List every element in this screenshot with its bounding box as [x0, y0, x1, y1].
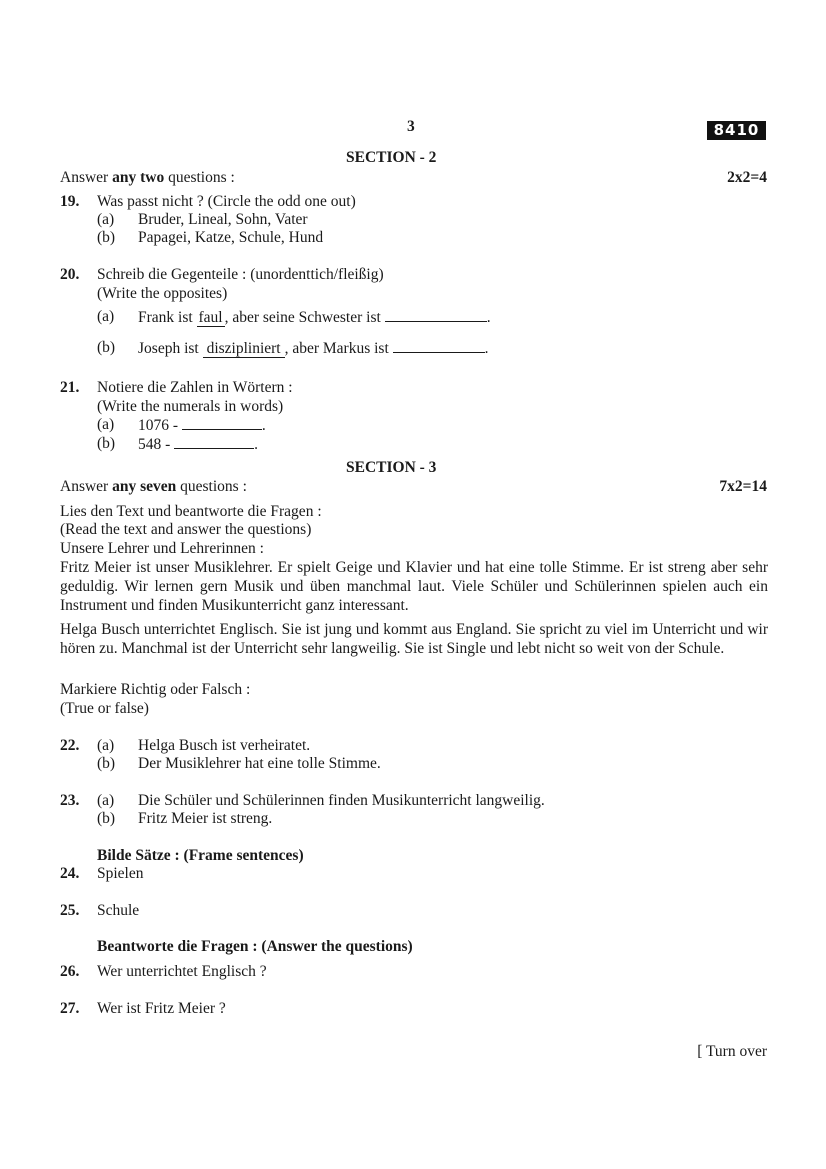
- fill-in-sentence: Frank ist faul , aber seine Schwester ist .: [138, 309, 491, 326]
- option-label: (b): [97, 339, 116, 356]
- question-number: 24.: [60, 865, 80, 882]
- question-subtext: (Write the opposites): [97, 285, 228, 302]
- section-3-instruction: Answer any seven questions :: [60, 478, 247, 495]
- passage-title: Unsere Lehrer und Lehrerinnen :: [60, 540, 264, 557]
- frame-sentences-heading: Bilde Sätze : (Frame sentences): [97, 847, 304, 864]
- question-number: 21.: [60, 379, 80, 396]
- question-number: 23.: [60, 792, 80, 809]
- option-label: (a): [97, 737, 115, 754]
- question-number: 25.: [60, 902, 80, 919]
- fill-in-line: 548 - .: [138, 436, 259, 453]
- question-number: 22.: [60, 737, 80, 754]
- statement-text: Fritz Meier ist streng.: [138, 810, 273, 827]
- question-number: 27.: [60, 1000, 80, 1017]
- passage-paragraph-2: Helga Busch unterrichtet Englisch. Sie ist jung und kommt aus England. Sie spricht zu viel im Unterricht und wir hören zu. Manchmal ist der Unterricht sehr langweilig. Sie ist Single und lebt nicht so weit von der Schule.: [60, 621, 768, 657]
- answer-blank: [385, 308, 487, 322]
- option-label: (a): [97, 792, 115, 809]
- question-text: Spielen: [97, 865, 144, 882]
- example-answer: faul: [198, 309, 223, 326]
- statement-text: Helga Busch ist verheiratet.: [138, 737, 311, 754]
- section-2-marks: 2x2=4: [727, 169, 767, 186]
- question-text: Wer ist Fritz Meier ?: [97, 1000, 226, 1017]
- true-false-translation: (True or false): [60, 700, 149, 717]
- section-3-marks: 7x2=14: [719, 478, 767, 495]
- option-label: (a): [97, 308, 115, 325]
- option-label: (b): [97, 810, 116, 827]
- question-text: Notiere die Zahlen in Wörtern :: [97, 379, 293, 396]
- statement-text: Der Musiklehrer hat eine tolle Stimme.: [138, 755, 381, 772]
- passage-paragraph-1: Fritz Meier ist unser Musiklehrer. Er spielt Geige und Klavier und hat eine tolle Stimme. Er ist streng aber sehr geduldig. Wir lernen gern Musik und üben manchmal laut. Viele Schüler und Schülerinnen spielen auch ein Instrument und finden Musikunterricht ganz interessant.: [60, 559, 768, 614]
- option-label: (a): [97, 416, 115, 433]
- question-text: Wer unterrichtet Englisch ?: [97, 963, 267, 980]
- fill-in-line: 1076 - .: [138, 417, 266, 434]
- question-number: 20.: [60, 266, 80, 283]
- page-number: 3: [407, 118, 415, 135]
- reading-instruction: Lies den Text und beantworte die Fragen :: [60, 503, 322, 520]
- option-label: (b): [97, 229, 116, 246]
- section-2-instruction: Answer any two questions :: [60, 169, 235, 186]
- turn-over-note: [ Turn over: [697, 1043, 767, 1060]
- fill-in-sentence: Joseph ist diszipliniert , aber Markus ist .: [138, 340, 489, 357]
- example-answer: diszipliniert: [203, 341, 285, 358]
- option-label: (b): [97, 755, 116, 772]
- section-3-title: SECTION - 3: [346, 459, 437, 476]
- question-text: Schreib die Gegenteile : (unordenttich/fleißig): [97, 266, 384, 283]
- option-text: Papagei, Katze, Schule, Hund: [138, 229, 324, 246]
- answer-blank: [393, 339, 485, 353]
- question-text: Was passt nicht ? (Circle the odd one out): [97, 193, 356, 210]
- answer-blank: [174, 435, 254, 449]
- question-number: 19.: [60, 193, 80, 210]
- answer-blank: [182, 416, 262, 430]
- statement-text: Die Schüler und Schülerinnen finden Musikunterricht langweilig.: [138, 792, 545, 809]
- option-label: (b): [97, 435, 116, 452]
- section-2-title: SECTION - 2: [346, 149, 437, 166]
- question-number: 26.: [60, 963, 80, 980]
- answer-questions-heading: Beantworte die Fragen : (Answer the questions): [97, 938, 413, 955]
- reading-instruction-translation: (Read the text and answer the questions): [60, 521, 312, 538]
- question-text: Schule: [97, 902, 140, 919]
- question-subtext: (Write the numerals in words): [97, 398, 284, 415]
- true-false-instruction: Markiere Richtig oder Falsch :: [60, 681, 251, 698]
- option-label: (a): [97, 211, 115, 228]
- option-text: Bruder, Lineal, Sohn, Vater: [138, 211, 308, 228]
- paper-code-badge: 8410: [707, 121, 766, 140]
